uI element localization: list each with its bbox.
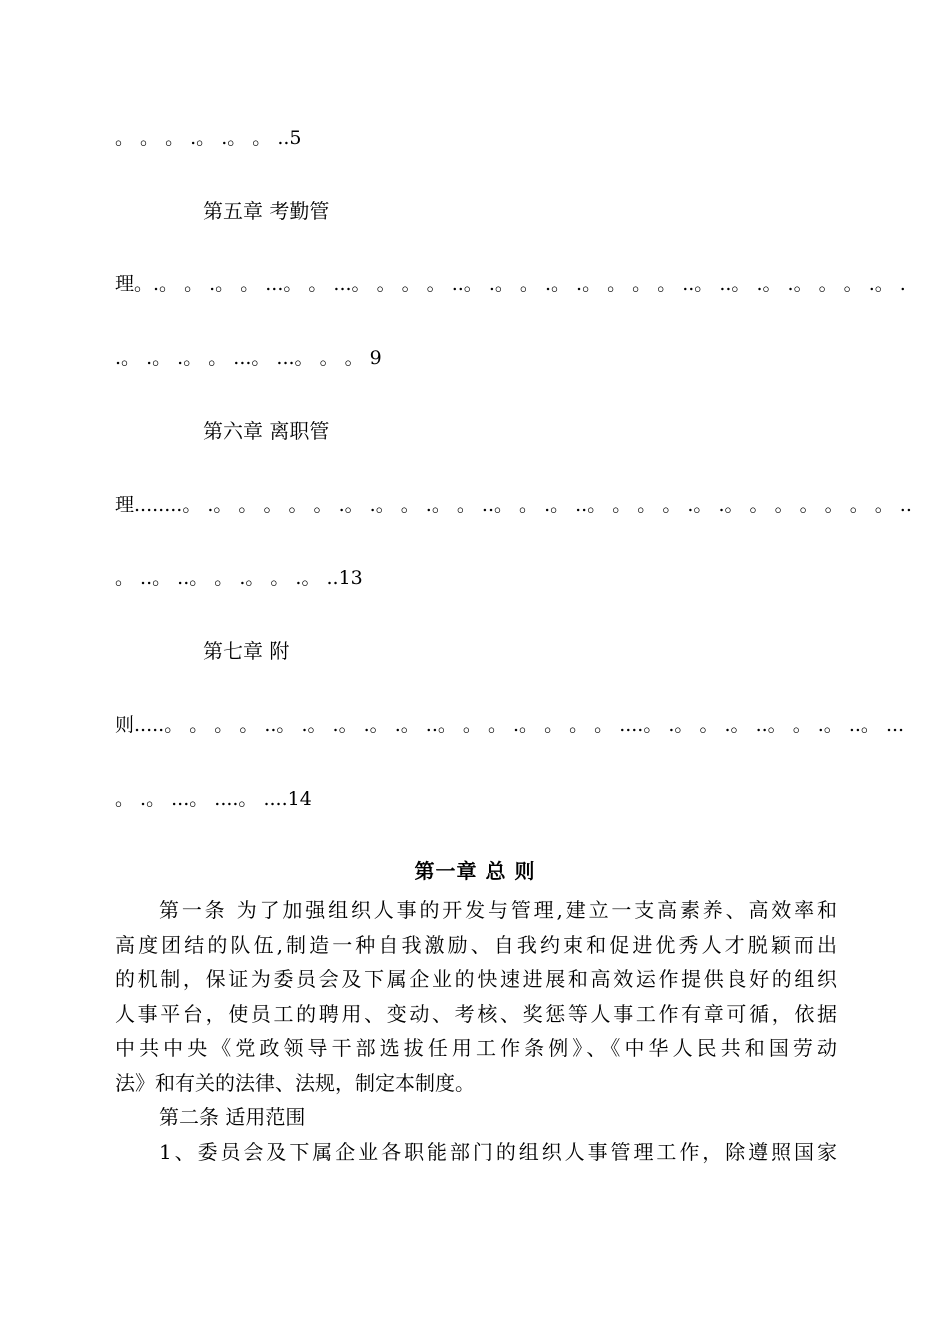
toc-ch4-continuation: 。 。 。 .。 .。 。 ..5 [115,127,302,149]
article-2-title: 第二条 适用范围 [159,1105,306,1129]
article-2-item-1: 1、委员会及下属企业各职能部门的组织人事管理工作，除遵照国家 [159,1139,837,1164]
article-1-line: 法》和有关的法律、法规，制定本制度。 [115,1070,475,1095]
article-1-line: 第一条 为了加强组织人事的开发与管理,建立一支高素养、高效率和 [159,898,837,922]
toc-ch5-leader-2: .。 .。 .。 。 ...。 ...。 。 。 9 [115,347,382,369]
toc-ch6-leader-2: 。 ..。 ..。 。 .。 。 .。 ..13 [115,567,363,589]
article-1-line: 中共中央《党政领导干部选拔任用工作条例》、《中华人民共和国劳动 [115,1036,837,1060]
toc-ch7-title: 第七章 附 [203,639,290,663]
article-1-line: 高度团结的队伍,制造一种自我激励、自我约束和促进优秀人才脱颖而出 [115,932,837,957]
chapter-heading: 第一章 总 则 [414,859,536,883]
toc-ch5-title: 第五章 考勤管 [203,199,330,223]
article-1-paragraph [115,893,837,1169]
article-1-line: 的机制，保证为委员会及下属企业的快速进展和高效运作提供良好的组织 [115,967,837,991]
toc-ch6-title: 第六章 离职管 [203,419,330,443]
toc-ch6-leader-1: 理........。 .。 。 。 。 。 .。 .。 。 .。 。 ..。 。 .。 ..。 。 。 。 .。 .。 。 。 。 。 。 。 .. [115,494,912,516]
toc-ch7-leader-2: 。 .。 ...。 ....。 ....14 [115,788,312,810]
toc-ch7-leader-1: 则.....。 。 。 。 ..。 .。 .。 .。 .。 ..。 。 。 .。 。 。 。 ....。 .。 。 .。 ..。 。 .。 ..。 ... [115,714,905,736]
toc-ch5-leader-1: 理。.。 。 .。 。 ...。 。 ...。 。 。 。 ..。 .。 。 .。 .。 。 。 。 ..。 ..。 .。 .。 。 。 .。 . [115,273,906,295]
article-1-line: 人事平台，使员工的聘用、变动、考核、奖惩等人事工作有章可循，依据 [115,1001,837,1026]
